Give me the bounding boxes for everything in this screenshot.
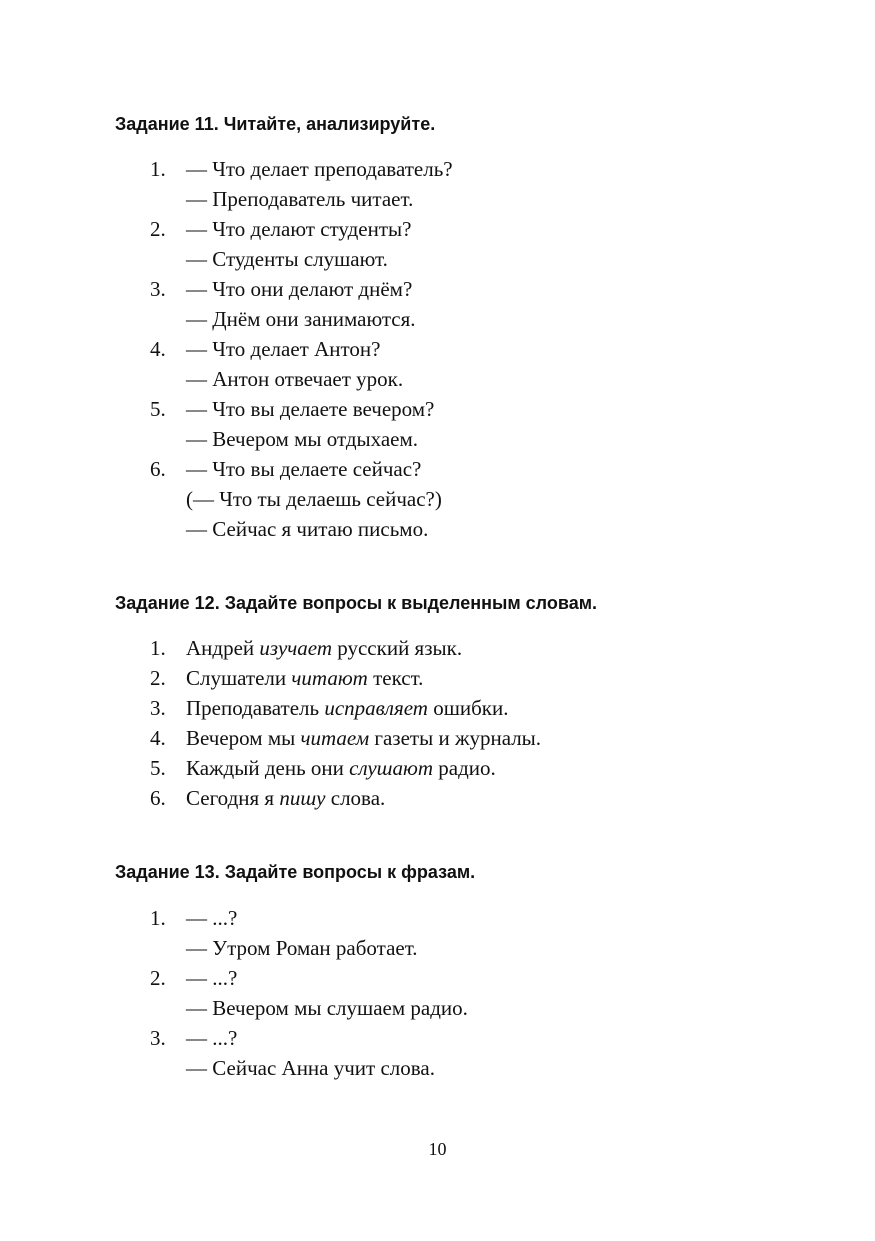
list-item	[150, 633, 541, 663]
sentence-start: Каждый день они	[186, 756, 350, 780]
answer-line: — Сейчас я читаю письмо.	[186, 517, 429, 541]
sentence-end: газеты и журналы.	[369, 726, 542, 750]
list-item	[150, 274, 453, 334]
task11-title: Задание 11. Читайте, анализируйте.	[115, 114, 436, 134]
list-item	[150, 454, 453, 544]
alt-question-line: (— Что ты делаешь сейчас?)	[186, 487, 442, 511]
answer-line: — Антон отвечает урок.	[186, 367, 404, 391]
page-number: 10	[428, 1139, 447, 1159]
sentence-start: Вечером мы	[186, 726, 301, 750]
task11-list	[150, 154, 453, 544]
task13-list	[150, 903, 468, 1083]
question-line: — Что делают студенты?	[186, 217, 412, 241]
item-number: 1.	[150, 636, 166, 660]
list-item	[150, 394, 453, 454]
item-number: 1.	[150, 157, 166, 181]
answer-line: — Преподаватель читает.	[186, 187, 414, 211]
sentence-start: Слушатели	[186, 666, 292, 690]
highlighted-word: слушают	[349, 756, 433, 780]
list-item	[150, 753, 541, 783]
item-number: 2.	[150, 217, 166, 241]
item-number: 3.	[150, 277, 166, 301]
highlighted-word: пишу	[279, 786, 326, 810]
question-line: — ...?	[186, 966, 238, 990]
highlighted-word: исправляет	[324, 696, 428, 720]
sentence-start: Андрей	[186, 636, 260, 660]
list-item	[150, 214, 453, 274]
list-item	[150, 1023, 468, 1083]
list-item	[150, 783, 541, 813]
question-line: — Что они делают днём?	[186, 277, 413, 301]
answer-line: — Днём они занимаются.	[186, 307, 416, 331]
list-item	[150, 723, 541, 753]
sentence-start: Сегодня я	[186, 786, 280, 810]
list-item	[150, 334, 453, 394]
highlighted-word: изучает	[259, 636, 333, 660]
item-number: 5.	[150, 756, 166, 780]
question-line: — Что вы делаете вечером?	[186, 397, 435, 421]
item-number: 3.	[150, 696, 166, 720]
answer-line: — Утром Роман работает.	[186, 936, 418, 960]
item-number: 4.	[150, 337, 166, 361]
sentence-start: Преподаватель	[186, 696, 325, 720]
sentence-end: слова.	[325, 786, 386, 810]
item-number: 6.	[150, 457, 166, 481]
item-number: 2.	[150, 966, 166, 990]
item-number: 5.	[150, 397, 166, 421]
task13-title: Задание 13. Задайте вопросы к фразам.	[115, 862, 476, 882]
highlighted-word: читают	[291, 666, 368, 690]
list-item	[150, 963, 468, 1023]
sentence-end: ошибки.	[427, 696, 509, 720]
list-item	[150, 903, 468, 963]
question-line: — Что вы делаете сейчас?	[186, 457, 422, 481]
highlighted-word: читаем	[300, 726, 370, 750]
answer-line: — Сейчас Анна учит слова.	[186, 1056, 435, 1080]
sentence-end: текст.	[367, 666, 424, 690]
list-item	[150, 663, 541, 693]
answer-line: — Студенты слушают.	[186, 247, 388, 271]
item-number: 1.	[150, 906, 166, 930]
list-item	[150, 154, 453, 214]
answer-line: — Вечером мы отдыхаем.	[186, 427, 419, 451]
item-number: 2.	[150, 666, 166, 690]
task12-list	[150, 633, 541, 813]
question-line: — Что делает Антон?	[186, 337, 381, 361]
task12-title: Задание 12. Задайте вопросы к выделенным словам.	[115, 593, 598, 613]
answer-line: — Вечером мы слушаем радио.	[186, 996, 468, 1020]
item-number: 3.	[150, 1026, 166, 1050]
question-line: — ...?	[186, 1026, 238, 1050]
question-line: — Что делает преподаватель?	[186, 157, 453, 181]
item-number: 6.	[150, 786, 166, 810]
list-item	[150, 693, 541, 723]
sentence-end: радио.	[433, 756, 496, 780]
question-line: — ...?	[186, 906, 238, 930]
item-number: 4.	[150, 726, 166, 750]
sentence-end: русский язык.	[332, 636, 463, 660]
